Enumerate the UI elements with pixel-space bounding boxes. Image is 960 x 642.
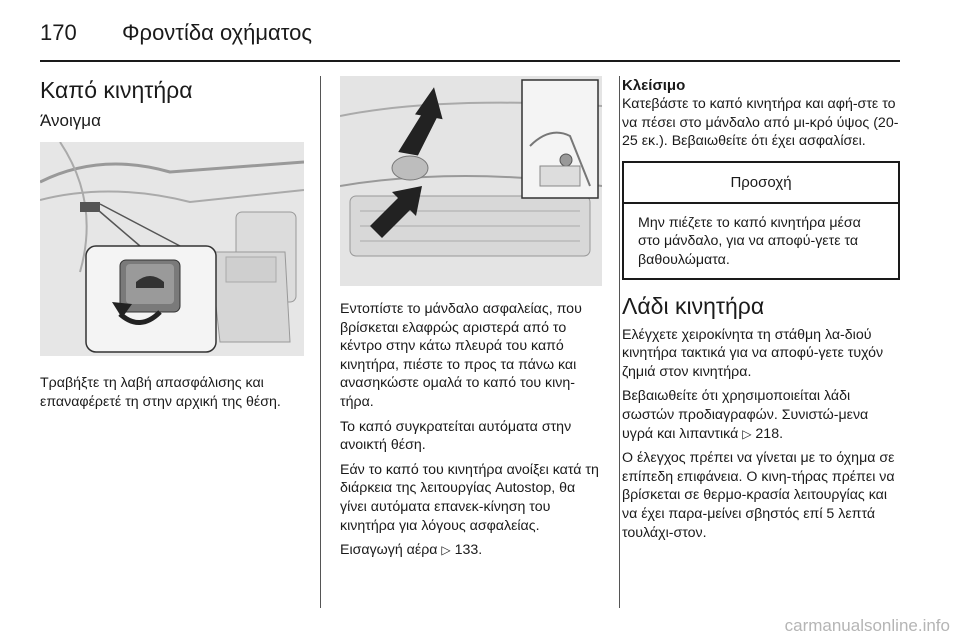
column-divider-right — [619, 76, 620, 608]
oil-spec-text — [622, 387, 900, 443]
safety-catch-drawing — [340, 76, 602, 286]
air-intake-reference — [340, 541, 602, 560]
subsection-title-opening: Άνοιγμα — [40, 111, 101, 130]
hood-held-open-text: Το καπό συγκρατείται αυτόματα στην ανοικτή θέση. — [340, 418, 572, 454]
air-intake-page-link[interactable]: 133. — [454, 542, 483, 559]
safety-catch-illustration — [340, 76, 602, 286]
right-column — [622, 76, 900, 548]
hood-release-lever-illustration — [40, 142, 304, 356]
section-title-hood: Καπό κινητήρα — [40, 77, 193, 103]
reference-arrow-icon: ▷ — [742, 426, 752, 441]
oil-spec-label: Βεβαιωθείτε ότι χρησιμοποιείται λάδι σωστών προδιαγραφών. Συνιστώ-μενα υγρά και λιπαντικά — [622, 388, 869, 442]
autostop-text: Εάν το καπό του κινητήρα ανοίξει κατά τη διάρκεια της λειτουργίας Autostop, θα γίνει αυτόματα επανεκ-κίνηση του κινητήρα για λόγους ασφαλείας. — [340, 461, 599, 534]
safety-catch-text: Εντοπίστε το μάνδαλο ασφαλείας, που βρίσκεται ελαφρώς αριστερά από το κέντρο στην κάτω πλευρά του καπό κινητήρα, πιέστε το προς τα πάνω και ανασηκώστε ομαλά το καπό του κινη-τήρα. — [340, 301, 582, 410]
watermark-text: carmanualsonline.info — [784, 616, 950, 635]
release-lever-drawing — [40, 142, 304, 356]
caution-text: Μην πιέζετε το καπό κινητήρα μέσα στο μάνδαλο, για να αποφύ-γετε τα βαθουλώματα. — [638, 214, 861, 268]
left-column — [40, 76, 304, 417]
header-rule — [40, 60, 900, 62]
column-divider-left — [320, 76, 321, 608]
chapter-title: Φροντίδα οχήματος — [122, 20, 312, 45]
oil-check-text: Ελέγχετε χειροκίνητα τη στάθμη λα-διού κινητήρα τακτικά για να αποφύ-γετε τυχόν ζημιά στον κινητήρα. — [622, 326, 884, 380]
reference-arrow-icon: ▷ — [441, 543, 451, 558]
subsection-title-closing: Κλείσιμο — [622, 77, 686, 94]
air-intake-label: Εισαγωγή αέρα — [340, 542, 442, 559]
page-number: 170 — [40, 20, 77, 45]
middle-column — [340, 76, 602, 566]
oil-check-conditions-text: Ο έλεγχος πρέπει να γίνεται με το όχημα σε επίπεδη επιφάνεια. Ο κινη-τήρας πρέπει να βρίσκεται σε θερμο-κρασία λειτουργίας και να έχει παρα-μείνει σβηστός επί 5 λεπτά τουλάχι-στον. — [622, 450, 895, 541]
page-header — [40, 14, 900, 50]
caution-body — [624, 204, 898, 278]
caution-title: Προσοχή — [624, 163, 898, 204]
closing-instruction-text: Κατεβάστε το καπό κινητήρα και αφή-στε το να πέσει στο μάνδαλο από μι-κρό ύψος (20-25 εκ.). Βεβαιωθείτε ότι έχει ασφαλίσει. — [622, 96, 899, 150]
section-title-engine-oil: Λάδι κινητήρα — [622, 292, 765, 319]
fluids-page-link[interactable]: 218. — [755, 425, 784, 442]
opening-instruction-text: Τραβήξτε τη λαβή απασφάλισης και επαναφέρετέ τη στην αρχική της θέση. — [40, 375, 281, 410]
caution-box — [622, 161, 900, 280]
